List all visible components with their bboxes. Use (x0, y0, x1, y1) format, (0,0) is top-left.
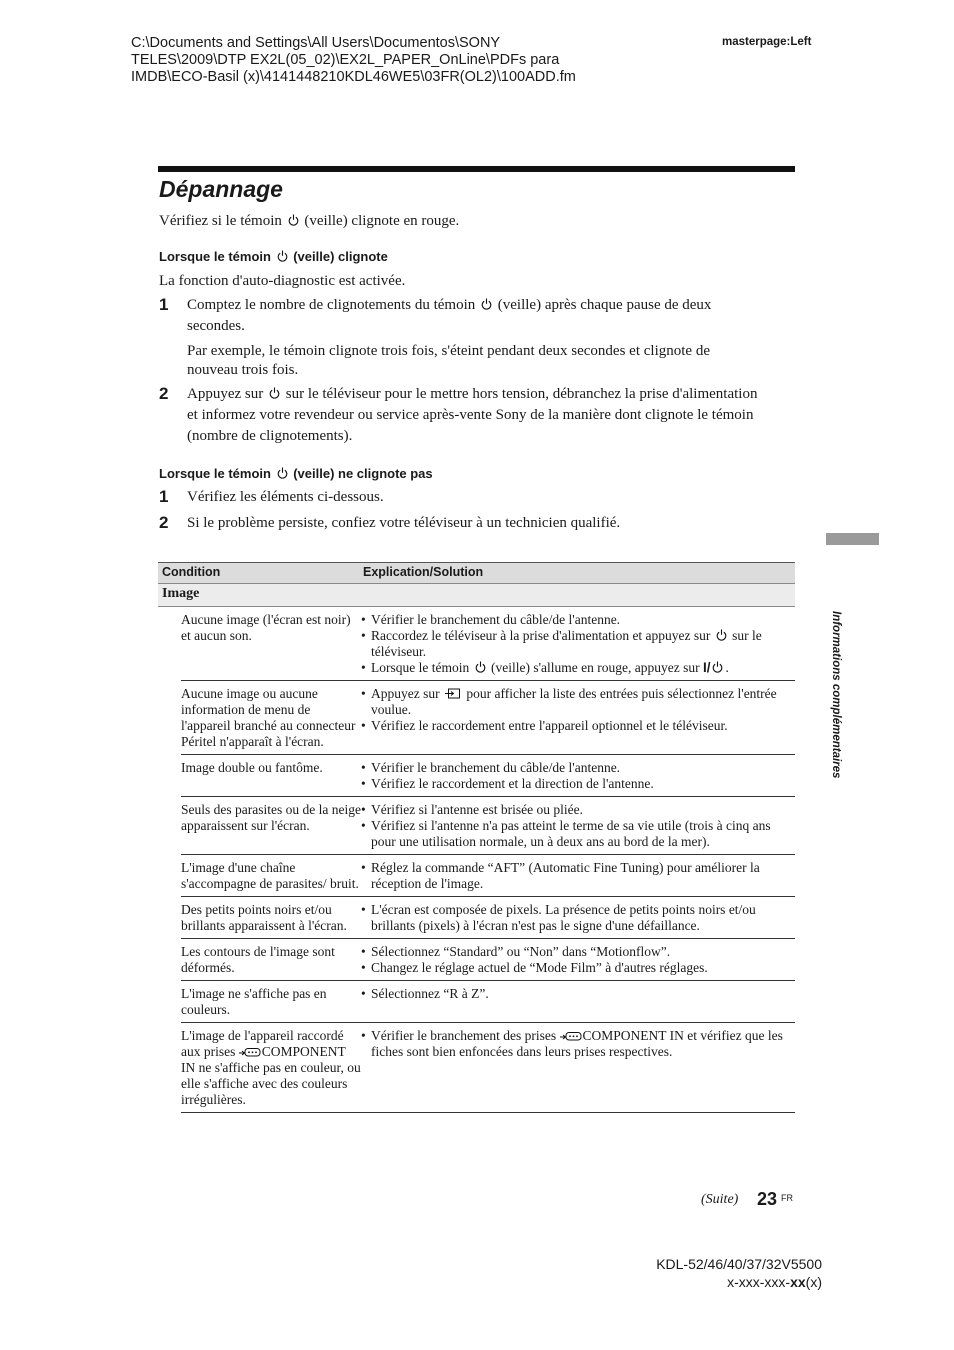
code-suffix: (x) (805, 1274, 822, 1290)
bullet-dot: • (361, 660, 366, 675)
bullet-text-after: COMPONENT IN et vérifiez que les fiches sont bien enfoncées dans leurs prises respectives. (371, 1028, 783, 1059)
table-row (181, 981, 795, 1023)
section1-step2-line1 (187, 384, 757, 404)
section1-step1-line2: secondes. (187, 318, 245, 334)
solution-bullet (361, 776, 795, 792)
code-bold: xx (790, 1274, 806, 1290)
troubleshooting-table (158, 562, 795, 1113)
solution-bullet (361, 660, 795, 676)
solution-bullet (361, 944, 795, 960)
bullet-dot: • (361, 760, 366, 775)
condition-cell (181, 1028, 361, 1108)
column-header-condition: Condition (162, 565, 221, 579)
section1-step1-line1 (187, 295, 711, 315)
bullet-text (371, 628, 795, 660)
power-icon (277, 467, 288, 479)
bullet-dot: • (361, 686, 366, 701)
page-title: Dépannage (159, 176, 283, 202)
side-section-label: Informations complémentaires (830, 611, 842, 779)
bullet-dot: • (361, 802, 366, 817)
bullet-dot: • (361, 776, 366, 791)
code-prefix: x-xxx-xxx- (727, 1274, 791, 1290)
bullet-text: Vérifier le branchement du câble/de l'antenne. (371, 760, 621, 775)
bullet-text: Sélectionnez “Standard” ou “Non” dans “Motionflow”. (371, 944, 671, 959)
section1-step2-line3: (nombre de clignotements). (187, 428, 353, 444)
section1-heading (159, 249, 388, 264)
bullet-text (371, 1028, 795, 1060)
bullet-text (371, 686, 795, 718)
table-row (181, 897, 795, 939)
condition-cell: L'image d'une chaîne s'accompagne de parasites/ bruit. (181, 860, 359, 891)
table-row (181, 607, 795, 681)
solution-bullet (361, 718, 795, 734)
solution-cell (361, 944, 795, 976)
step-number: 1 (159, 295, 169, 314)
input-select-icon (445, 687, 461, 698)
page-number: 23 (757, 1189, 778, 1209)
solution-cell (361, 686, 795, 750)
power-icon (481, 298, 492, 310)
solution-bullet (361, 612, 795, 628)
solution-bullet (361, 802, 795, 818)
condition-cell: Aucune image ou aucune information de menu de l'appareil branché au connecteur Péritel n'apparaît à l'écran. (181, 686, 356, 749)
component-input-icon (239, 1045, 261, 1056)
intro-after: (veille) clignote en rouge. (304, 213, 460, 229)
table-row (181, 755, 795, 797)
bullet-dot: • (361, 960, 366, 975)
condition-cell: L'image ne s'affiche pas en couleurs. (181, 986, 327, 1017)
section2-heading (159, 466, 433, 481)
bullet-dot: • (361, 944, 366, 959)
step-number: 2 (159, 513, 169, 532)
bullet-dot: • (361, 628, 366, 643)
step1-text-before: Comptez le nombre de clignotements du témoin (187, 297, 476, 313)
table-row (181, 797, 795, 855)
bullet-text-before: Lorsque le témoin (371, 660, 470, 675)
solution-cell (361, 1028, 795, 1108)
solution-bullet (361, 1028, 795, 1060)
bullet-text: Réglez la commande “AFT” (Automatic Fine Tuning) pour améliorer la réception de l'image. (371, 860, 760, 891)
step1-text-after: (veille) après chaque pause de deux (497, 297, 712, 313)
bullet-dot: • (361, 902, 366, 917)
bullet-text: Vérifier le branchement du câble/de l'antenne. (371, 612, 621, 627)
bullet-dot: • (361, 612, 366, 627)
section1-example-line1: Par exemple, le témoin clignote trois fois, s'éteint pendant deux secondes et clignote de (187, 343, 710, 359)
power-key-label: I/ (702, 660, 711, 675)
step2-text-after: sur le téléviseur pour le mettre hors tension, débranchez la prise d'alimentation (285, 386, 758, 402)
table-header (158, 562, 795, 584)
solution-cell (361, 802, 795, 850)
solution-bullet (361, 902, 795, 934)
file-path-line: IMDB\ECO-Basil (x)\4141448210KDL46WE5\03FR(OL2)\100ADD.fm (131, 69, 576, 85)
solution-cell (361, 760, 795, 792)
bullet-text-before: Appuyez sur (371, 686, 440, 701)
table-row (181, 939, 795, 981)
step-number: 2 (159, 384, 169, 403)
bullet-text-before: Raccordez le téléviseur à la prise d'alimentation et appuyez sur (371, 628, 711, 643)
condition-cell: Les contours de l'image sont déformés. (181, 944, 335, 975)
solution-cell (361, 860, 795, 892)
power-icon (288, 214, 299, 226)
power-icon (269, 387, 280, 399)
side-tab-marker (826, 533, 879, 545)
column-header-solution: Explication/Solution (363, 565, 484, 579)
intro-text (159, 211, 459, 231)
file-path-line: C:\Documents and Settings\All Users\Documentos\SONY (131, 35, 501, 51)
section1-heading-before: Lorsque le témoin (159, 249, 271, 264)
bullet-dot: • (361, 860, 366, 875)
component-input-icon (560, 1029, 582, 1040)
file-path-header (131, 35, 576, 86)
bullet-text-mid: (veille) s'allume en rouge, appuyez sur (490, 660, 700, 675)
bullet-text (371, 660, 795, 676)
solution-bullet (361, 760, 795, 776)
section2-step1: Vérifiez les éléments ci-dessous. (187, 489, 384, 505)
bullet-dot: • (361, 818, 366, 833)
step2-text-before: Appuyez sur (187, 386, 264, 402)
intro-before: Vérifiez si le témoin (159, 213, 282, 229)
bullet-dot: • (361, 1028, 366, 1043)
solution-cell (361, 612, 795, 676)
section1-heading-after: (veille) clignote (293, 249, 388, 264)
solution-bullet (361, 628, 795, 660)
section1-example-line2: nouveau trois fois. (187, 362, 299, 378)
file-path-line: TELES\2009\DTP EX2L(05_02)\EX2L_PAPER_OnLine\PDFs para (131, 52, 560, 68)
section2-heading-before: Lorsque le témoin (159, 466, 271, 481)
table-row (181, 681, 795, 755)
bullet-text: Vérifiez le raccordement et la direction de l'antenne. (371, 776, 654, 791)
section1-step2-line2: et informez votre revendeur ou service après-vente Sony de la manière dont clignote le témoin (187, 407, 754, 423)
section2-heading-after: (veille) ne clignote pas (293, 466, 433, 481)
document-code (652, 1274, 822, 1290)
bullet-text: Vérifiez si l'antenne est brisée ou pliée. (371, 802, 583, 817)
table-row (181, 855, 795, 897)
bullet-text-before: Vérifier le branchement des prises (371, 1028, 557, 1043)
bullet-dot: • (361, 718, 366, 733)
masterpage-label: masterpage:Left (722, 36, 812, 48)
table-row (181, 1023, 795, 1113)
solution-bullet (361, 686, 795, 718)
solution-cell (361, 902, 795, 934)
page-language: FR (781, 1193, 793, 1203)
solution-cell (361, 986, 795, 1018)
bullet-text-after: sur le téléviseur. (371, 628, 762, 659)
continued-label: (Suite) (701, 1192, 739, 1207)
table-section-row (158, 584, 795, 607)
bullet-dot: • (361, 986, 366, 1001)
power-icon (277, 250, 288, 262)
bullet-text-after: pour afficher la liste des entrées puis sélectionnez l'entrée voulue. (371, 686, 777, 717)
bullet-text: Vérifiez le raccordement entre l'appareil optionnel et le téléviseur. (371, 718, 728, 733)
solution-bullet (361, 860, 795, 892)
title-rule (158, 166, 795, 172)
power-icon (475, 661, 486, 673)
power-icon (712, 661, 723, 673)
condition-cell: Aucune image (l'écran est noir) et aucun son. (181, 612, 351, 643)
model-number: KDL-52/46/40/37/32V5500 (656, 1256, 822, 1272)
condition-cell: Image double ou fantôme. (181, 760, 323, 775)
bullet-text-end: . (725, 660, 729, 675)
condition-text-before: L'image de l'appareil raccordé aux prises (181, 1028, 344, 1059)
bullet-text: Sélectionnez “R à Z”. (371, 986, 489, 1001)
section1-lead: La fonction d'auto-diagnostic est activée. (159, 273, 406, 289)
table-section-label: Image (162, 586, 200, 601)
bullet-text: L'écran est composée de pixels. La présence de petits points noirs et/ou brillants (pixels) à l'écran n'est pas le signe d'une défaillance. (371, 902, 756, 933)
bullet-text: Changez le réglage actuel de “Mode Film” à d'autres réglages. (371, 960, 708, 975)
section2-step2: Si le problème persiste, confiez votre téléviseur à un technicien qualifié. (187, 515, 621, 531)
bullet-text: Vérifiez si l'antenne n'a pas atteint le terme de sa vie utile (trois à cinq ans pour une utilisation normale, un à deux ans au bord de la mer). (371, 818, 771, 849)
condition-cell: Seuls des parasites ou de la neige apparaissent sur l'écran. (181, 802, 361, 833)
solution-bullet (361, 960, 795, 976)
solution-bullet (361, 986, 795, 1002)
step-number: 1 (159, 487, 169, 506)
condition-cell: Des petits points noirs et/ou brillants apparaissent à l'écran. (181, 902, 347, 933)
condition-text-after: COMPONENT IN ne s'affiche pas en couleur, ou elle s'affiche avec des couleurs irrégulières. (181, 1044, 361, 1107)
solution-bullet (361, 818, 795, 850)
power-icon (716, 629, 727, 641)
